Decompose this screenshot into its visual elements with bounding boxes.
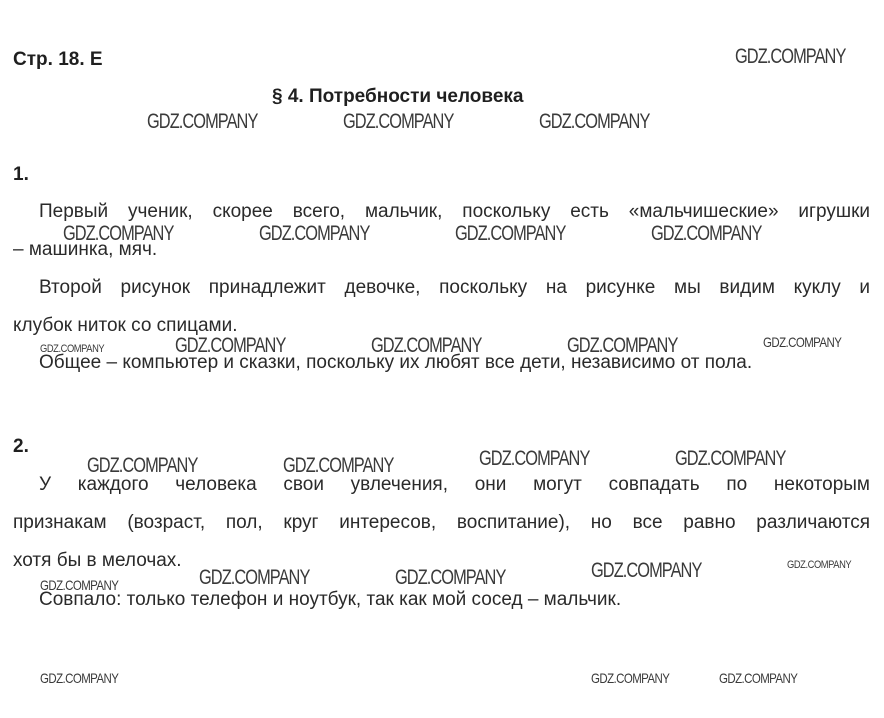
task-1-paragraph-1-line-1: Первый ученик, скорее всего, мальчик, поскольку есть «мальчишеские» игрушки (39, 201, 870, 222)
watermark: GDZ.COMPANY (343, 110, 454, 133)
watermark: GDZ.COMPANY (283, 454, 394, 477)
task-2-paragraph-2: Совпало: только телефон и ноутбук, так как мой сосед – мальчик. (39, 589, 622, 610)
task-2-paragraph-1-line-2: признакам (возраст, пол, круг интересов, воспитание), но все равно различаются (13, 512, 870, 533)
task-1-paragraph-3: Общее – компьютер и сказки, поскольку их любят все дети, независимо от пола. (39, 352, 753, 373)
page-reference: Стр. 18. Е (13, 49, 103, 70)
task-2-paragraph-1-line-1: У каждого человека свои увлечения, они могут совпадать по некоторым (39, 474, 870, 495)
watermark: GDZ.COMPANY (40, 577, 119, 593)
watermark: GDZ.COMPANY (719, 670, 798, 686)
watermark: GDZ.COMPANY (787, 559, 852, 571)
watermark: GDZ.COMPANY (259, 222, 370, 245)
task-1-number: 1. (13, 164, 29, 185)
task-1-paragraph-2-line-1: Второй рисунок принадлежит девочке, поскольку на рисунке мы видим куклу и (39, 277, 870, 298)
watermark: GDZ.COMPANY (63, 222, 174, 245)
watermark: GDZ.COMPANY (651, 222, 762, 245)
watermark: GDZ.COMPANY (735, 45, 846, 68)
task-1-paragraph-2-line-2: клубок ниток со спицами. (13, 315, 238, 336)
task-1-paragraph-1-line-2: – машинка, мяч. (13, 239, 158, 260)
watermark: GDZ.COMPANY (199, 566, 310, 589)
watermark: GDZ.COMPANY (175, 334, 286, 357)
watermark: GDZ.COMPANY (675, 447, 786, 470)
watermark: GDZ.COMPANY (455, 222, 566, 245)
watermark: GDZ.COMPANY (479, 447, 590, 470)
watermark: GDZ.COMPANY (147, 110, 258, 133)
watermark: GDZ.COMPANY (40, 670, 119, 686)
watermark: GDZ.COMPANY (591, 670, 670, 686)
task-2-number: 2. (13, 436, 29, 457)
task-2-paragraph-1-line-3: хотя бы в мелочах. (13, 550, 182, 571)
watermark: GDZ.COMPANY (395, 566, 506, 589)
watermark: GDZ.COMPANY (40, 343, 105, 355)
watermark: GDZ.COMPANY (371, 334, 482, 357)
watermark: GDZ.COMPANY (763, 334, 842, 350)
watermark: GDZ.COMPANY (567, 334, 678, 357)
section-title: § 4. Потребности человека (272, 86, 524, 107)
watermark: GDZ.COMPANY (87, 454, 198, 477)
watermark: GDZ.COMPANY (539, 110, 650, 133)
watermark: GDZ.COMPANY (591, 559, 702, 582)
